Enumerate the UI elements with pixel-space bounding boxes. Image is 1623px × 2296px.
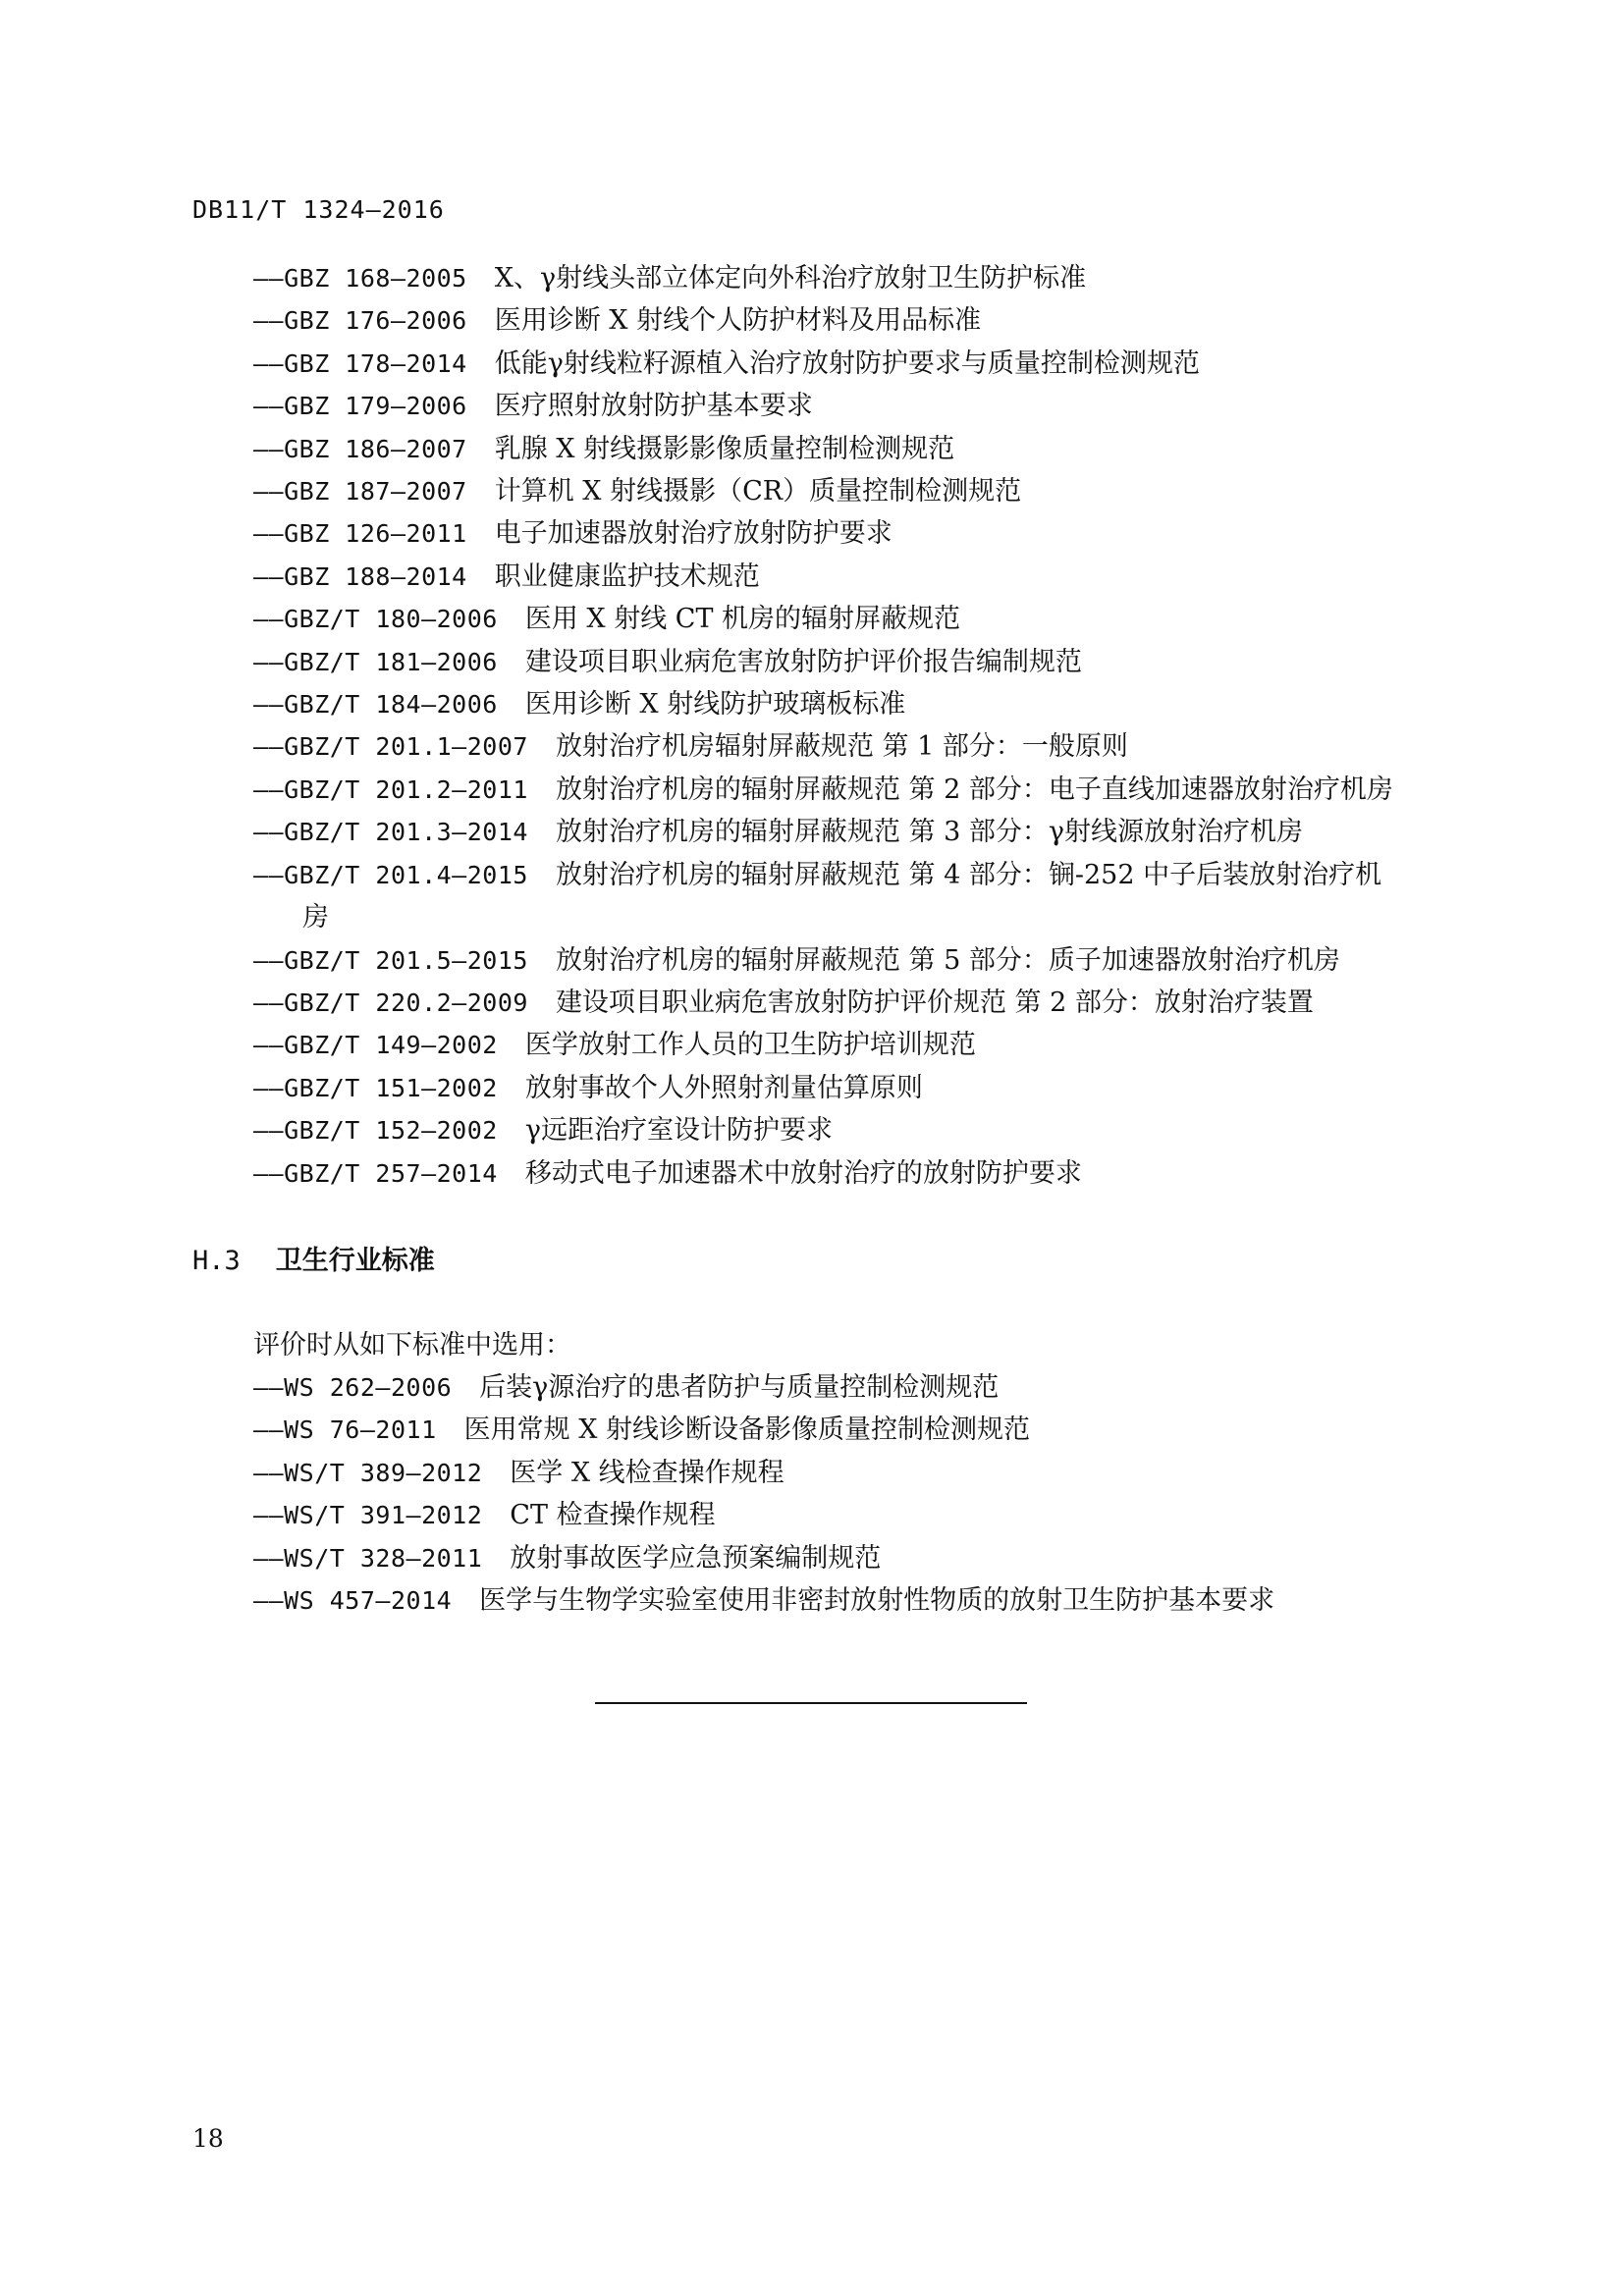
reference-code: ——GBZ/T 201.1—2007 <box>253 732 528 762</box>
reference-code: ——GBZ/T 181—2006 <box>253 647 498 676</box>
reference-code: ——WS 76—2011 <box>253 1415 437 1445</box>
reference-title: 放射治疗机房的辐射屏蔽规范 第 4 部分：锎-252 中子后装放射治疗机 <box>555 859 1382 890</box>
ws-reference-list <box>253 1366 1481 1622</box>
reference-title: 医用诊断 X 射线防护玻璃板标准 <box>524 689 906 721</box>
reference-item <box>253 1024 1481 1066</box>
reference-title-continuation: 房 <box>302 902 329 934</box>
reference-title: 放射治疗机房的辐射屏蔽规范 第 5 部分：质子加速器放射治疗机房 <box>555 944 1340 976</box>
reference-code: ——GBZ/T 201.5—2015 <box>253 945 528 975</box>
reference-code: ——WS/T 391—2012 <box>253 1501 483 1530</box>
reference-title: 医用 X 射线 CT 机房的辐射屏蔽规范 <box>524 604 961 635</box>
reference-title: 医用常规 X 射线诊断设备影像质量控制检测规范 <box>463 1415 1031 1446</box>
reference-code: ——GBZ/T 149—2002 <box>253 1031 498 1060</box>
reference-code: ——GBZ 179—2006 <box>253 392 467 421</box>
reference-item <box>253 939 1481 982</box>
reference-code: ——GBZ 176—2006 <box>253 306 467 336</box>
reference-title: 计算机 X 射线摄影（CR）质量控制检测规范 <box>494 476 1022 507</box>
end-of-document-rule <box>595 1702 1027 1704</box>
reference-code: ——WS 262—2006 <box>253 1373 453 1402</box>
reference-code: ——GBZ/T 184—2006 <box>253 690 498 720</box>
reference-title: 放射事故个人外照射剂量估算原则 <box>524 1072 923 1103</box>
reference-title: 建设项目职业病危害放射防护评价规范 第 2 部分：放射治疗装置 <box>555 987 1314 1018</box>
reference-item <box>253 1537 1481 1579</box>
reference-code: ——GBZ/T 201.2—2011 <box>253 774 528 804</box>
reference-code: ——GBZ/T 152—2002 <box>253 1116 498 1146</box>
reference-item <box>253 641 1481 683</box>
document-number-header: DB11/T 1324—2016 <box>192 195 445 224</box>
section-title: 卫生行业标准 <box>275 1246 435 1276</box>
reference-code: ——GBZ/T 220.2—2009 <box>253 988 528 1017</box>
reference-item <box>253 725 1481 768</box>
reference-code: ——GBZ 126—2011 <box>253 519 467 549</box>
reference-item <box>253 1067 1481 1109</box>
reference-code: ——GBZ 178—2014 <box>253 348 467 378</box>
reference-code: ——GBZ 188—2014 <box>253 561 467 591</box>
reference-item <box>253 1366 1481 1409</box>
reference-item <box>253 854 1481 939</box>
reference-item <box>253 512 1481 555</box>
reference-title: 医学 X 线检查操作规程 <box>510 1457 784 1488</box>
reference-title: X、γ射线头部立体定向外科治疗放射卫生防护标准 <box>494 263 1087 294</box>
reference-item <box>253 470 1481 512</box>
reference-item <box>253 1579 1481 1622</box>
section-heading-h3 <box>192 1239 435 1277</box>
reference-item <box>253 598 1481 640</box>
reference-title: 放射事故医学应急预案编制规范 <box>510 1542 882 1574</box>
reference-item <box>253 299 1481 342</box>
reference-title: CT 检查操作规程 <box>510 1500 716 1531</box>
reference-code: ——GBZ 186—2007 <box>253 434 467 463</box>
reference-item <box>253 683 1481 725</box>
reference-title: 移动式电子加速器术中放射治疗的放射防护要求 <box>524 1157 1082 1189</box>
reference-code: ——GBZ/T 201.4—2015 <box>253 860 528 889</box>
reference-item <box>253 556 1481 598</box>
reference-title: 职业健康监护技术规范 <box>494 561 760 592</box>
reference-title: 医学放射工作人员的卫生防护培训规范 <box>524 1030 976 1061</box>
reference-item <box>253 385 1481 427</box>
reference-item <box>253 257 1481 299</box>
reference-item <box>253 811 1481 853</box>
reference-code: ——GBZ/T 180—2006 <box>253 605 498 634</box>
reference-code: ——GBZ/T 257—2014 <box>253 1158 498 1188</box>
reference-item <box>253 1152 1481 1195</box>
reference-title: 乳腺 X 射线摄影影像质量控制检测规范 <box>494 433 955 464</box>
reference-code: ——WS/T 328—2011 <box>253 1543 483 1573</box>
section-intro: 评价时从如下标准中选用： <box>253 1330 571 1361</box>
reference-item <box>253 1494 1481 1536</box>
reference-title: 电子加速器放射治疗放射防护要求 <box>494 518 893 550</box>
section-number: H.3 <box>192 1246 241 1276</box>
reference-item <box>253 343 1481 385</box>
page-number: 18 <box>192 2124 224 2153</box>
reference-title: 放射治疗机房的辐射屏蔽规范 第 3 部分：γ射线源放射治疗机房 <box>555 817 1303 848</box>
reference-item <box>253 1109 1481 1151</box>
reference-code: ——GBZ 168—2005 <box>253 264 467 293</box>
reference-item <box>253 1409 1481 1451</box>
reference-code: ——GBZ 187—2007 <box>253 477 467 507</box>
reference-item <box>253 982 1481 1024</box>
reference-title: 放射治疗机房的辐射屏蔽规范 第 2 部分：电子直线加速器放射治疗机房 <box>555 774 1393 805</box>
reference-code: ——WS/T 389—2012 <box>253 1458 483 1487</box>
reference-title: 放射治疗机房辐射屏蔽规范 第 1 部分：一般原则 <box>555 731 1128 763</box>
reference-title: 医学与生物学实验室使用非密封放射性物质的放射卫生防护基本要求 <box>479 1585 1275 1617</box>
reference-code: ——GBZ/T 151—2002 <box>253 1073 498 1102</box>
reference-title: 低能γ射线粒籽源植入治疗放射防护要求与质量控制检测规范 <box>494 347 1200 379</box>
reference-code: ——GBZ/T 201.3—2014 <box>253 818 528 847</box>
reference-title: 建设项目职业病危害放射防护评价报告编制规范 <box>524 646 1082 677</box>
reference-code: ——WS 457—2014 <box>253 1586 453 1616</box>
reference-item <box>253 769 1481 811</box>
reference-title: 医用诊断 X 射线个人防护材料及用品标准 <box>494 305 982 337</box>
reference-item <box>253 428 1481 470</box>
reference-title: γ远距治疗室设计防护要求 <box>524 1115 833 1147</box>
gbz-reference-list <box>253 257 1481 1195</box>
reference-title: 医疗照射放射防护基本要求 <box>494 391 813 422</box>
reference-title: 后装γ源治疗的患者防护与质量控制检测规范 <box>479 1372 1000 1403</box>
reference-item <box>253 1452 1481 1494</box>
